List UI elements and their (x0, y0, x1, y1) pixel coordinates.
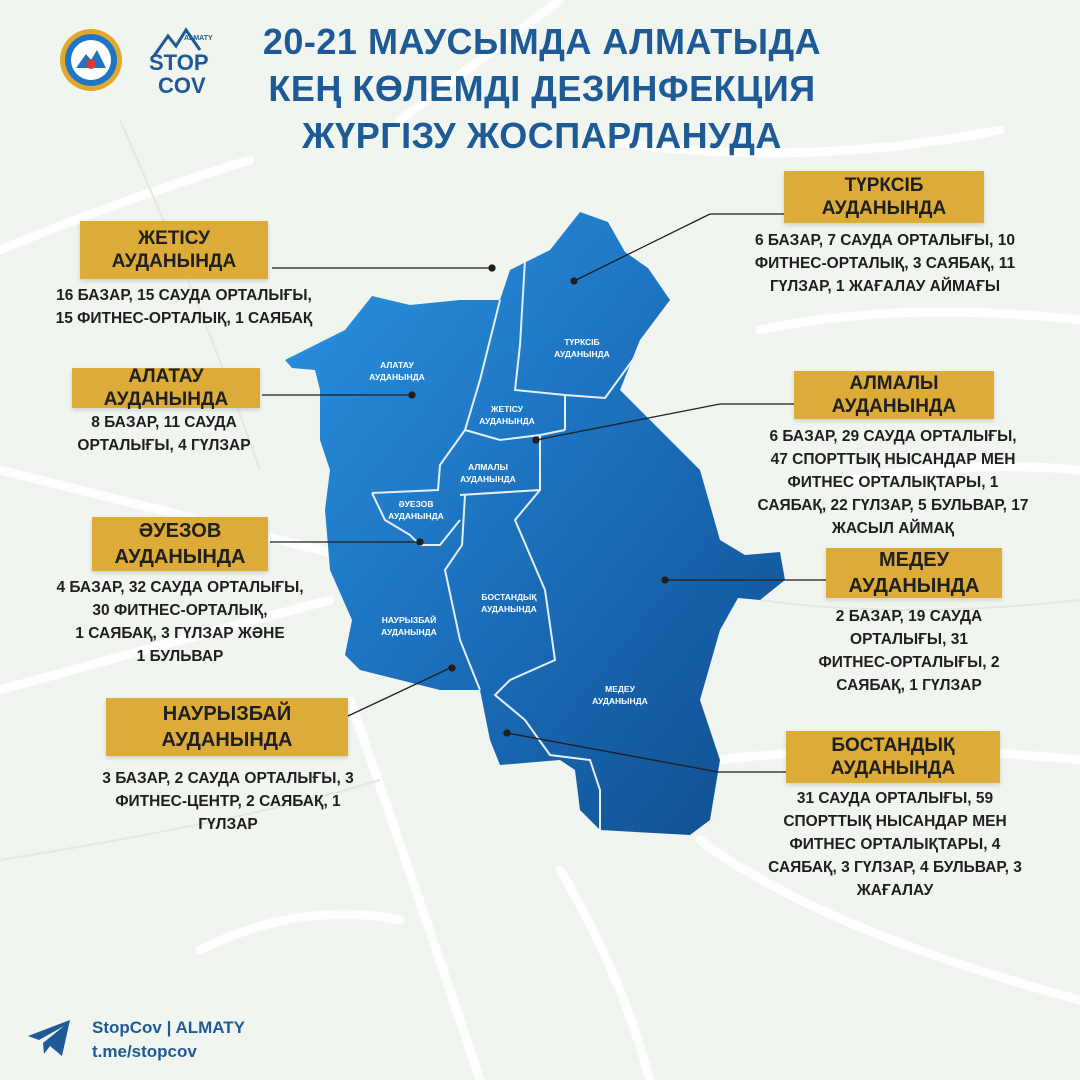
label-turksib-line-1: ТҮРКСІБ (844, 175, 924, 196)
desc-medeu (774, 605, 1044, 697)
desc-bostandyk (716, 787, 1074, 902)
desc-medeu-line: 2 БАЗАР, 19 САУДА (835, 608, 983, 625)
desc-bostandyk-line: СПОРТТЫҚ НЫСАНДАР МЕН (783, 813, 1007, 830)
map-label-alatau-1: АЛАТАУ (380, 360, 414, 370)
title-line-3: ЖҮРГІЗУ ЖОСПАРЛАНУДА (302, 115, 782, 156)
title-line-1: 20-21 МАУСЫМДА АЛМАТЫДА (262, 21, 822, 62)
map-label-auezov-2: АУДАНЫНДА (388, 511, 444, 521)
desc-auezov-line: 30 ФИТНЕС-ОРТАЛЫҚ, (92, 602, 268, 619)
map-label-bostandyk-1: БОСТАНДЫҚ (481, 592, 537, 602)
label-medeu-line-2: АУДАНЫНДА (848, 575, 980, 597)
desc-zhetysu-line: 16 БАЗАР, 15 САУДА ОРТАЛЫҒЫ, (56, 287, 312, 304)
desc-turksib-line: ФИТНЕС-ОРТАЛЫҚ, 3 САЯБАҚ, 11 (754, 255, 1016, 272)
footer-channel-link[interactable]: t.me/stopcov (92, 1042, 197, 1061)
desc-almaly (714, 425, 1072, 540)
desc-turksib-line: ГҮЛЗАР, 1 ЖАҒАЛАУ АЙМАҒЫ (769, 278, 1001, 295)
desc-almaly-line: 47 СПОРТТЫҚ НЫСАНДАР МЕН (770, 451, 1016, 468)
desc-auezov (10, 576, 350, 668)
desc-bostandyk-line: САЯБАҚ, 3 ГҮЛЗАР, 4 БУЛЬВАР, 3 (768, 859, 1022, 876)
desc-auezov-line: 4 БАЗАР, 32 САУДА ОРТАЛЫҒЫ, (56, 579, 304, 596)
footer (92, 1016, 245, 1064)
label-nauryzbai-line-2: АУДАНЫНДА (161, 729, 293, 751)
desc-bostandyk-line: ЖАҒАЛАУ (856, 882, 934, 899)
label-turksib-line-2: АУДАНЫНДА (821, 198, 947, 219)
map-label-almaly-2: АУДАНЫНДА (460, 474, 516, 484)
logo-bottom-text: COV (158, 73, 206, 98)
desc-nauryzbai-line: 3 БАЗАР, 2 САУДА ОРТАЛЫҒЫ, 3 (102, 770, 354, 787)
desc-almaly-line: ЖАСЫЛ АЙМАҚ (831, 520, 955, 537)
label-almaly-line-1: АЛМАЛЫ (849, 373, 939, 394)
desc-turksib (710, 229, 1060, 298)
desc-zhetysu-line: 15 ФИТНЕС-ОРТАЛЫҚ, 1 САЯБАҚ (55, 310, 313, 327)
logo-small-text: ALMATY (184, 35, 213, 42)
label-nauryzbai (106, 698, 348, 756)
desc-nauryzbai-line: ФИТНЕС-ЦЕНТР, 2 САЯБАҚ, 1 (115, 793, 341, 810)
label-auezov (92, 517, 268, 571)
telegram-icon[interactable] (26, 1018, 74, 1058)
label-turksib (784, 171, 984, 223)
map-label-zhetysu-1: ЖЕТІСУ (490, 404, 524, 414)
desc-nauryzbai (58, 767, 398, 836)
label-zhetysu-line-1: ЖЕТІСУ (137, 228, 211, 249)
map-label-auezov-1: ӘУЕЗОВ (398, 499, 434, 509)
desc-alatau (44, 411, 284, 457)
label-almaly-line-2: АУДАНЫНДА (831, 396, 957, 417)
desc-nauryzbai-line: ГҮЛЗАР (198, 816, 258, 833)
label-auezov-line-2: АУДАНЫНДА (114, 546, 246, 568)
city-outline (285, 212, 785, 835)
desc-medeu-line: ОРТАЛЫҒЫ, 31 (850, 631, 968, 648)
desc-alatau-line: ОРТАЛЫҒЫ, 4 ГҮЛЗАР (77, 437, 251, 454)
label-nauryzbai-line-1: НАУРЫЗБАЙ (162, 703, 292, 725)
desc-almaly-line: 6 БАЗАР, 29 САУДА ОРТАЛЫҒЫ, (769, 428, 1017, 445)
desc-almaly-line: ФИТНЕС ОРТАЛЫҚТАРЫ, 1 (787, 474, 999, 491)
label-alatau-line-1: АЛАТАУ (128, 366, 204, 387)
desc-auezov-line: 1 САЯБАҚ, 3 ГҮЛЗАР ЖӘНЕ (75, 625, 285, 642)
label-auezov-line-1: ӘУЕЗОВ (138, 520, 222, 542)
footer-channel-name: StopCov | ALMATY (92, 1018, 246, 1037)
desc-zhetysu (14, 284, 354, 330)
map-label-nauryzbai-2: АУДАНЫНДА (381, 627, 437, 637)
label-zhetysu-line-2: АУДАНЫНДА (111, 251, 237, 272)
map-label-medeu-2: АУДАНЫНДА (592, 696, 648, 706)
desc-bostandyk-line: ФИТНЕС ОРТАЛЫҚТАРЫ, 4 (789, 836, 1001, 853)
desc-alatau-line: 8 БАЗАР, 11 САУДА (91, 414, 237, 431)
label-alatau-line-2: АУДАНЫНДА (103, 389, 229, 410)
label-bostandyk-line-2: АУДАНЫНДА (830, 758, 956, 779)
map-label-almaly-1: АЛМАЛЫ (468, 462, 508, 472)
map-label-bostandyk-2: АУДАНЫНДА (481, 604, 537, 614)
desc-turksib-line: 6 БАЗАР, 7 САУДА ОРТАЛЫҒЫ, 10 (754, 232, 1016, 249)
map-label-zhetysu-2: АУДАНЫНДА (479, 416, 535, 426)
logo-top-text: STOP (149, 50, 209, 75)
map-label-medeu-1: МЕДЕУ (605, 684, 635, 694)
desc-bostandyk-line: 31 САУДА ОРТАЛЫҒЫ, 59 (796, 790, 994, 807)
label-alatau (72, 368, 260, 408)
label-zhetysu (80, 221, 268, 279)
desc-almaly-line: САЯБАҚ, 22 ГҮЛЗАР, 5 БУЛЬВАР, 17 (757, 497, 1029, 514)
map-label-turksib-2: АУДАНЫНДА (554, 349, 610, 359)
desc-medeu-line: САЯБАҚ, 1 ГҮЛЗАР (836, 677, 982, 694)
label-bostandyk (786, 731, 1000, 783)
title-line-2: КЕҢ КӨЛЕМДІ ДЕЗИНФЕКЦИЯ (268, 68, 816, 109)
map-label-turksib-1: ТҮРКСІБ (564, 337, 600, 347)
map-label-nauryzbai-1: НАУРЫЗБАЙ (381, 615, 437, 625)
map-label-alatau-2: АУДАНЫНДА (369, 372, 425, 382)
desc-auezov-line: 1 БУЛЬВАР (136, 648, 224, 665)
label-almaly (794, 371, 994, 419)
label-medeu (826, 548, 1002, 598)
label-medeu-line-1: МЕДЕУ (878, 549, 950, 571)
desc-medeu-line: ФИТНЕС-ОРТАЛЫҒЫ, 2 (818, 654, 1000, 671)
label-bostandyk-line-1: БОСТАНДЫҚ (831, 735, 955, 756)
